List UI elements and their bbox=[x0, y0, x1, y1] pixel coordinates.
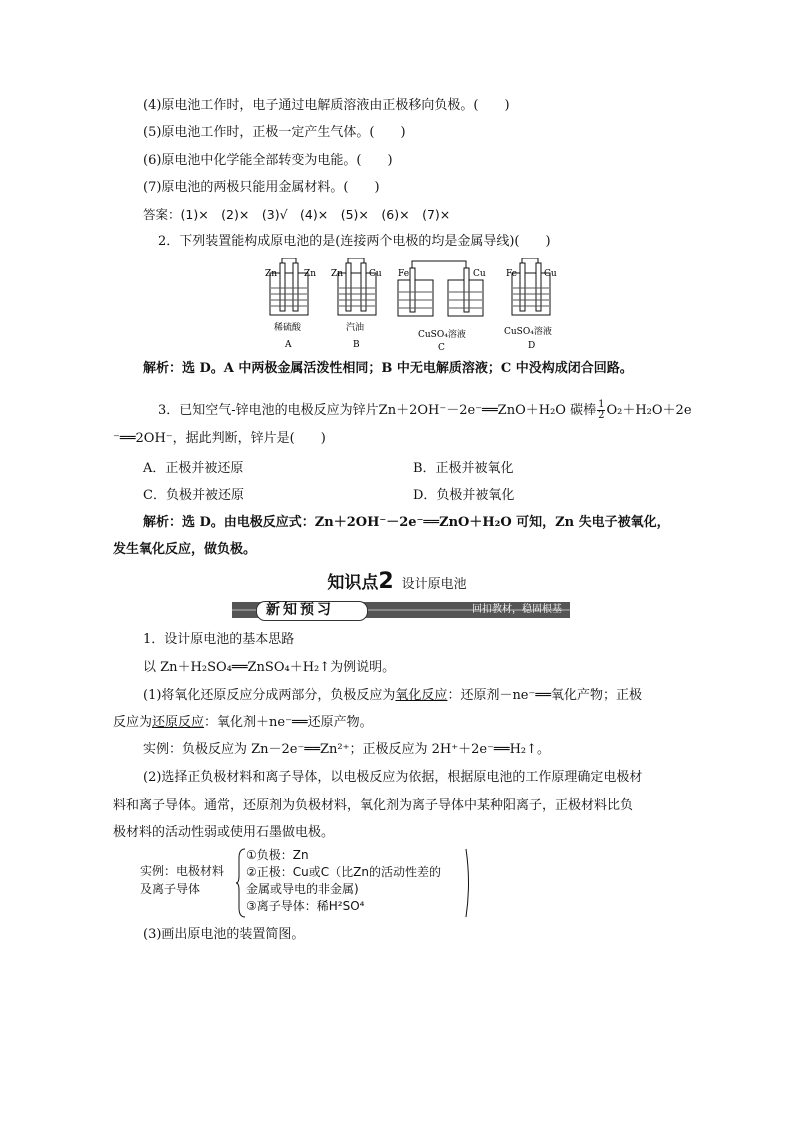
solution-c: CuSO₄溶液 bbox=[418, 330, 466, 340]
q3-part2: Zn＋2OH⁻－2e⁻══ZnO＋H₂O 碳棒 bbox=[378, 403, 597, 418]
p2a-underline: 氧化反应 bbox=[395, 688, 448, 703]
example-label-2: 及离子导体 bbox=[140, 882, 201, 896]
p2b-text2: ：氧化剂＋ne⁻══还原产物。 bbox=[204, 715, 373, 730]
example-item-1: ①负极：Zn bbox=[246, 848, 309, 862]
section-name: 设计原电池 bbox=[401, 577, 467, 592]
banner-right-label: 回扣教材，稳固根基 bbox=[472, 604, 562, 615]
solution-b: 汽油 bbox=[346, 323, 365, 333]
label-a-right: Zn bbox=[304, 269, 317, 279]
apparatus-c bbox=[398, 261, 486, 353]
question-3-analysis-1: 解析：选 D。由电极反应式：Zn＋2OH⁻－2e⁻══ZnO＋H₂O 可知，Zn 失电子被氧化， bbox=[143, 515, 670, 530]
question-3-line1 bbox=[158, 400, 692, 421]
solution-a: 稀硫酸 bbox=[274, 323, 302, 333]
body-para-1: 以 Zn＋H₂SO₄══ZnSO₄＋H₂↑为例说明。 bbox=[143, 660, 396, 675]
p2a-text1: (1)将氧化还原反应分成两部分，负极反应为 bbox=[143, 688, 396, 703]
label-c-right: Cu bbox=[473, 269, 486, 279]
label-a-left: Zn bbox=[265, 269, 278, 279]
label-d-left: Fe bbox=[506, 269, 518, 279]
q3-frac-num: 1 bbox=[598, 399, 605, 410]
left-brace bbox=[236, 848, 246, 918]
question-3-analysis-2: 发生氧化反应，做负极。 bbox=[113, 542, 257, 557]
apparatus-figure bbox=[260, 258, 560, 358]
letter-d: D bbox=[528, 341, 536, 351]
section-number: 2 bbox=[378, 569, 394, 594]
answer-line: 答案：(1)× (2)× (3)√ (4)× (5)× (6)× (7)× bbox=[143, 207, 451, 222]
option-c: C．负极并被还原 bbox=[143, 488, 244, 503]
q3-part3: O₂＋H₂O＋2e bbox=[606, 403, 692, 418]
preview-banner bbox=[232, 602, 570, 618]
question-6: (6)原电池中化学能全部转变为电能。( ) bbox=[143, 153, 393, 168]
question-2-analysis: 解析：选 D。A 中两极金属活泼性相同；B 中无电解质溶液；C 中没构成闭合回路。 bbox=[143, 361, 633, 376]
body-para-2a bbox=[143, 687, 642, 705]
body-para-4b: 料和离子导体。通常，还原剂为负极材料，氧化剂为离子导体中某种阳离子，正极材料比负 bbox=[113, 798, 634, 813]
p2a-text2: ：还原剂－ne⁻══氧化产物；正极 bbox=[447, 688, 643, 703]
example-block bbox=[140, 846, 480, 918]
right-paren bbox=[465, 848, 475, 918]
question-5: (5)原电池工作时，正极一定产生气体。( ) bbox=[143, 125, 406, 140]
body-para-2b bbox=[113, 714, 373, 732]
label-d-right: Cu bbox=[544, 269, 557, 279]
q3-fraction bbox=[597, 400, 605, 421]
q3-frac-den: 2 bbox=[598, 410, 605, 421]
question-7: (7)原电池的两极只能用金属材料。( ) bbox=[143, 180, 380, 195]
letter-c: C bbox=[438, 343, 445, 353]
solution-d: CuSO₄溶液 bbox=[504, 327, 552, 337]
body-para-4c: 极材料的活动性弱或使用石墨做电极。 bbox=[113, 825, 335, 840]
option-d: D．负极并被氧化 bbox=[413, 488, 515, 503]
body-para-3: 实例：负极反应为 Zn－2e⁻══Zn²⁺；正极反应为 2H⁺＋2e⁻══H₂↑。 bbox=[143, 742, 551, 757]
letter-b: B bbox=[353, 340, 360, 350]
section-prefix: 知识点 bbox=[327, 573, 379, 593]
body-heading-1: 1．设计原电池的基本思路 bbox=[143, 632, 295, 647]
p2b-text1: 反应为 bbox=[113, 715, 153, 730]
body-para-4a: (2)选择正负极材料和离子导体，以电极反应为依据，根据原电池的工作原理确定电极材 bbox=[143, 770, 643, 785]
label-b-right: Cu bbox=[369, 269, 382, 279]
banner-left-label: 新知预习 bbox=[266, 602, 334, 618]
question-2: 2．下列装置能构成原电池的是(连接两个电极的均是金属导线)( ) bbox=[158, 234, 551, 249]
p2b-underline: 还原反应 bbox=[152, 715, 205, 730]
question-3-line2: ⁻══2OH⁻，据此判断，锌片是( ) bbox=[113, 431, 326, 446]
body-para-5: (3)画出原电池的装置简图。 bbox=[143, 927, 305, 942]
section-title bbox=[0, 568, 794, 594]
option-a: A．正极并被还原 bbox=[143, 461, 244, 476]
question-4: (4)原电池工作时，电子通过电解质溶液由正极移向负极。( ) bbox=[143, 98, 510, 113]
example-label-1: 实例：电极材料 bbox=[140, 864, 225, 878]
apparatus-b bbox=[331, 258, 382, 350]
letter-a: A bbox=[285, 340, 292, 350]
label-b-left: Zn bbox=[331, 269, 344, 279]
apparatus-a bbox=[265, 258, 316, 350]
label-c-left: Fe bbox=[398, 269, 410, 279]
example-item-2: ②正极：Cu或C（比Zn的活动性差的 bbox=[246, 865, 441, 879]
example-item-4: ③离子导体：稀H²SO⁴ bbox=[246, 899, 365, 913]
apparatus-d bbox=[504, 258, 557, 351]
q3-part1: 3．已知空气-锌电池的电极反应为锌片 bbox=[158, 403, 379, 418]
option-b: B．正极并被氧化 bbox=[413, 461, 514, 476]
example-item-3: 金属或导电的非金属) bbox=[246, 882, 359, 896]
